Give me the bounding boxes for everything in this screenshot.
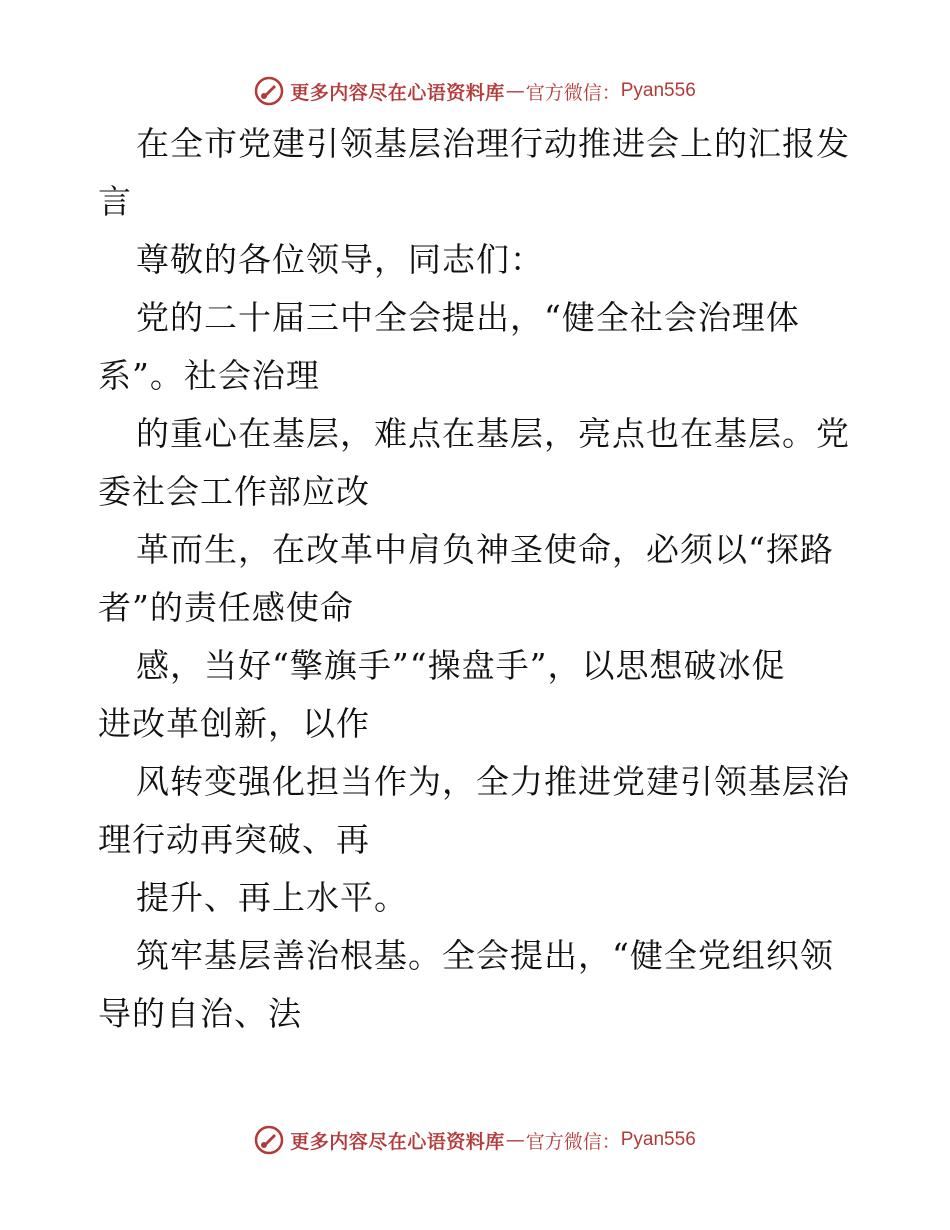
doc-line: 提升、再上水平。 — [136, 878, 408, 917]
doc-line: 委社会工作部应改 — [98, 472, 370, 511]
footer-separator: — — [505, 1129, 525, 1151]
doc-line: 筑牢基层善治根基。全会提出，“健全党组织领 — [136, 936, 834, 975]
doc-line: 在全市党建引领基层治理行动推进会上的汇报发 — [136, 124, 850, 163]
header-brand: 更多内容尽在心语资料库 — [290, 81, 505, 104]
footer-wechat-id: Pyan556 — [620, 1129, 696, 1150]
footer-wechat-label: 官方微信： — [525, 1130, 621, 1153]
doc-line: 进改革创新，以作 — [98, 704, 370, 743]
doc-line: 导的自治、法 — [98, 994, 302, 1033]
doc-line: 感，当好“擎旗手”“操盘手”，以思想破冰促 — [136, 646, 786, 685]
doc-line: 系”。社会治理 — [98, 356, 320, 395]
doc-line: 理行动再突破、再 — [98, 820, 370, 859]
doc-line: 言 — [98, 182, 132, 221]
header-watermark — [0, 74, 950, 108]
doc-line: 风转变强化担当作为，全力推进党建引领基层治 — [136, 762, 850, 801]
header-wechat-label: 官方微信： — [525, 81, 621, 104]
header-separator: — — [505, 80, 525, 102]
doc-line: 的重心在基层，难点在基层，亮点也在基层。党 — [136, 414, 850, 453]
doc-line: 党的二十届三中全会提出，“健全社会治理体 — [136, 298, 800, 337]
header-wechat-id: Pyan556 — [620, 80, 696, 101]
doc-line: 革而生，在改革中肩负神圣使命，必须以“探路 — [136, 530, 834, 569]
footer-brand: 更多内容尽在心语资料库 — [290, 1130, 505, 1153]
doc-line: 者”的责任感使命 — [98, 588, 354, 627]
document-body — [98, 115, 858, 1043]
logo-icon — [254, 1125, 284, 1155]
logo-icon — [254, 76, 284, 106]
footer-watermark — [0, 1123, 950, 1157]
doc-line: 尊敬的各位领导，同志们： — [136, 240, 544, 279]
